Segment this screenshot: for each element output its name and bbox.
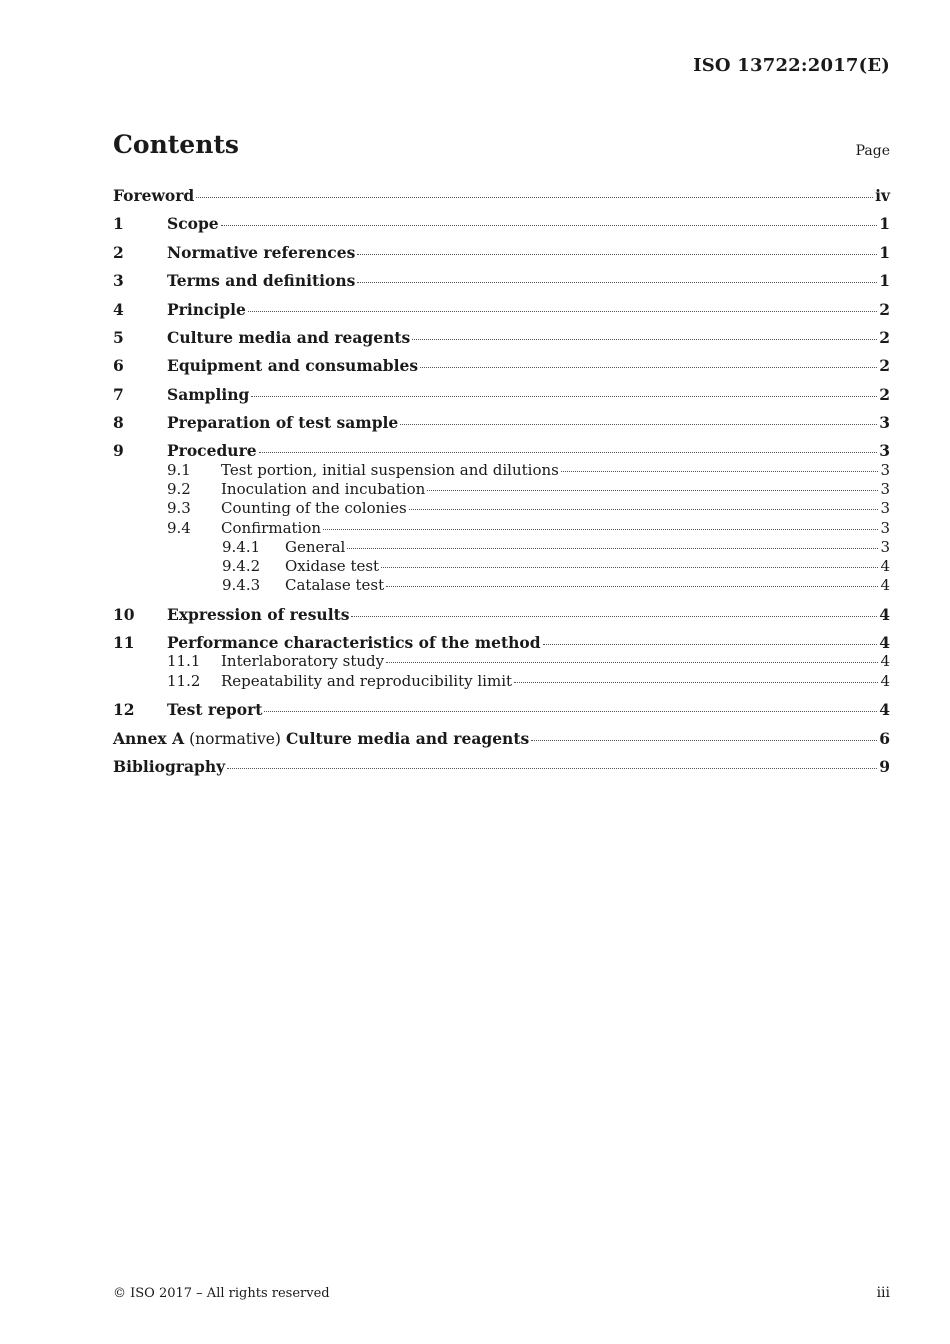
dot-leader: [400, 424, 877, 425]
dot-leader: [227, 768, 877, 769]
toc-entry-title: Scope: [167, 214, 219, 233]
toc-entry-9-3[interactable]: [113, 499, 890, 517]
toc-entry-title: Catalase test: [285, 576, 385, 594]
toc-entry-title: Sampling: [167, 385, 250, 404]
toc-entry-number: 3: [113, 271, 124, 290]
toc-entry-title: Test report: [167, 700, 263, 719]
toc-entry-number: 9.4.3: [222, 576, 261, 594]
toc-entry-number: 6: [113, 356, 124, 375]
toc-entry-foreword[interactable]: [113, 186, 890, 205]
toc-entry-page: 4: [879, 700, 890, 719]
dot-leader: [221, 225, 878, 226]
toc-entry-title: Bibliography: [113, 757, 226, 776]
toc-entry-number: 9.4.1: [222, 538, 261, 556]
toc-entry-number: 9.3: [167, 499, 191, 517]
toc-entry-principle[interactable]: [113, 300, 890, 319]
toc-entry-preparation[interactable]: [113, 413, 890, 432]
toc-entry-number: 8: [113, 413, 124, 432]
toc-entry-number: 9.2: [167, 480, 191, 498]
dot-leader: [386, 586, 878, 587]
toc-entry-page: 2: [879, 300, 890, 319]
toc-entry-page: 4: [880, 652, 890, 670]
toc-entry-9-1[interactable]: [113, 461, 890, 479]
dot-leader: [323, 529, 878, 530]
toc-entry-number: 4: [113, 300, 124, 319]
toc-entry-page: 2: [879, 356, 890, 375]
toc-entry-page: 4: [880, 557, 890, 575]
toc-entry-page: 2: [879, 385, 890, 404]
toc-entry-title: Foreword: [113, 186, 195, 205]
toc-entry-page: 4: [879, 605, 890, 624]
dot-leader: [347, 548, 878, 549]
toc-entry-number: 9.1: [167, 461, 191, 479]
toc-entry-page: 3: [880, 519, 890, 537]
toc-entry-title: Counting of the colonies: [221, 499, 407, 517]
toc-entry-number: 9: [113, 441, 124, 460]
toc-entry-expression-of-results[interactable]: [113, 605, 890, 624]
dot-leader: [351, 616, 877, 617]
dot-leader: [381, 567, 878, 568]
contents-title: Contents: [113, 130, 240, 159]
toc-entry-title: Repeatability and reproducibility limit: [221, 672, 513, 690]
toc-entry-page: 4: [879, 633, 890, 652]
toc-entry-page: iv: [875, 186, 890, 205]
dot-leader: [196, 197, 873, 198]
dot-leader: [427, 490, 878, 491]
toc-entry-title: Principle: [167, 300, 246, 319]
toc-entry-equipment[interactable]: [113, 356, 890, 375]
toc-entry-scope[interactable]: [113, 214, 890, 233]
toc-entry-page: 3: [879, 441, 890, 460]
toc-entry-title: Inoculation and incubation: [221, 480, 426, 498]
toc-entry-title: Confirmation: [221, 519, 322, 537]
toc-entry-sampling[interactable]: [113, 385, 890, 404]
toc-entry-annex-a[interactable]: [113, 729, 890, 748]
dot-leader: [531, 740, 877, 741]
dot-leader: [420, 367, 877, 368]
dot-leader: [543, 644, 878, 645]
copyright-notice: © ISO 2017 – All rights reserved: [113, 1286, 330, 1301]
toc-entry-9-4[interactable]: [113, 519, 890, 537]
toc-entry-title: Preparation of test sample: [167, 413, 399, 432]
dot-leader: [259, 452, 878, 453]
toc-entry-number: 5: [113, 328, 124, 347]
toc-entry-page: 1: [879, 214, 890, 233]
toc-entry-procedure[interactable]: [113, 441, 890, 460]
toc-entry-number: 11: [113, 633, 135, 652]
toc-entry-page: 1: [879, 271, 890, 290]
toc-entry-page: 4: [880, 576, 890, 594]
toc-entry-number: 12: [113, 700, 135, 719]
dot-leader: [412, 339, 877, 340]
toc-entry-number: 10: [113, 605, 135, 624]
toc-entry-terms-and-definitions[interactable]: [113, 271, 890, 290]
toc-entry-culture-media[interactable]: [113, 328, 890, 347]
toc-entry-title: Oxidase test: [285, 557, 380, 575]
toc-entry-page: 4: [880, 672, 890, 690]
page-column-label: Page: [855, 143, 890, 159]
dot-leader: [248, 311, 877, 312]
toc-entry-11-2[interactable]: [113, 672, 890, 690]
dot-leader: [514, 682, 878, 683]
dot-leader: [561, 471, 879, 472]
toc-entry-title: Performance characteristics of the method: [167, 633, 541, 652]
toc-entry-11-1[interactable]: [113, 652, 890, 670]
toc-entry-normative-references[interactable]: [113, 243, 890, 262]
toc-entry-9-4-1[interactable]: [113, 538, 890, 556]
dot-leader: [409, 509, 879, 510]
toc-entry-9-4-3[interactable]: [113, 576, 890, 594]
toc-entry-test-report[interactable]: [113, 700, 890, 719]
toc-entry-9-4-2[interactable]: [113, 557, 890, 575]
toc-entry-title: Equipment and consumables: [167, 356, 419, 375]
toc-entry-title: Culture media and reagents: [167, 328, 411, 347]
toc-entry-title: Test portion, initial suspension and dilutions: [221, 461, 559, 479]
toc-entry-title: Interlaboratory study: [221, 652, 385, 670]
toc-entry-page: 3: [880, 480, 890, 498]
toc-entry-9-2[interactable]: [113, 480, 890, 498]
toc-entry-title: Normative references: [167, 243, 356, 262]
toc-entry-page: 3: [880, 538, 890, 556]
toc-entry-title: General: [285, 538, 346, 556]
toc-entry-page: 2: [879, 328, 890, 347]
toc-entry-performance[interactable]: [113, 633, 890, 652]
annex-label: Annex A: [113, 729, 185, 748]
page-number: iii: [876, 1285, 890, 1301]
toc-entry-number: 9.4.2: [222, 557, 261, 575]
toc-entry-page: 1: [879, 243, 890, 262]
toc-entry-page: 6: [879, 729, 890, 748]
toc-entry-page: 9: [879, 757, 890, 776]
annex-type: (normative): [189, 730, 281, 748]
toc-entry-bibliography[interactable]: [113, 757, 890, 776]
dot-leader: [386, 662, 878, 663]
dot-leader: [264, 711, 877, 712]
toc-entry-page: 3: [880, 461, 890, 479]
toc-entry-title: Expression of results: [167, 605, 350, 624]
toc-entry-number: 2: [113, 243, 124, 262]
document-id: ISO 13722:2017(E): [693, 55, 890, 76]
toc-entry-page: 3: [880, 499, 890, 517]
dot-leader: [251, 396, 877, 397]
toc-entry-title: Culture media and reagents: [285, 729, 530, 748]
toc-entry-number: 11.1: [167, 652, 201, 670]
dot-leader: [357, 282, 877, 283]
toc-entry-number: 7: [113, 385, 124, 404]
toc-entry-page: 3: [879, 413, 890, 432]
toc-entry-title: Procedure: [167, 441, 257, 460]
toc-entry-title: Terms and definitions: [167, 271, 356, 290]
toc-entry-number: 9.4: [167, 519, 191, 537]
dot-leader: [357, 254, 877, 255]
toc-entry-number: 11.2: [167, 672, 201, 690]
toc-entry-number: 1: [113, 214, 124, 233]
